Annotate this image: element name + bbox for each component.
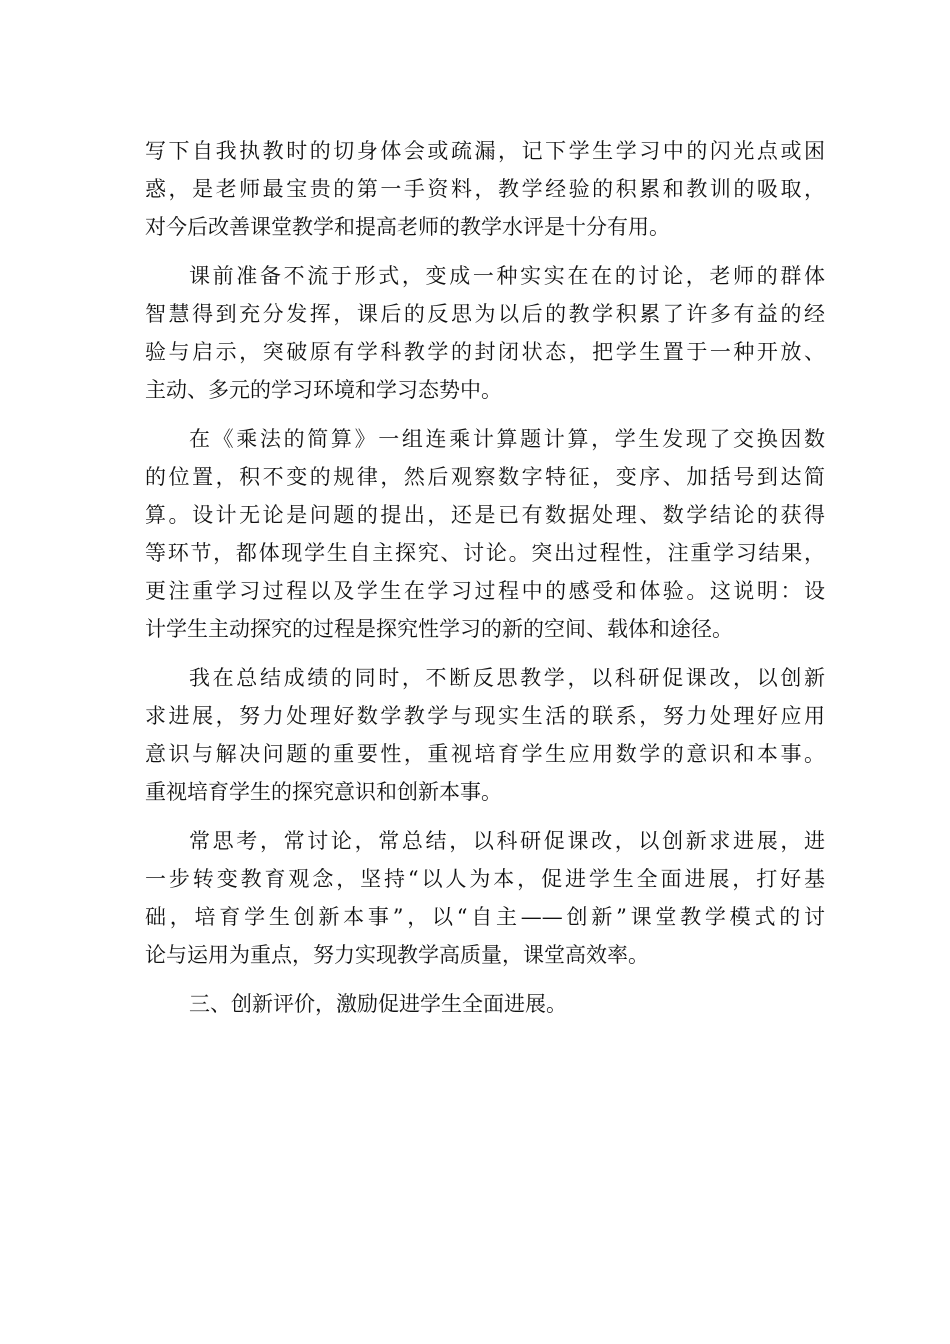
text-line: 智慧得到充分发挥，课后的反思为以后的教学积累了许多有益的经	[145, 302, 825, 326]
text-line: 更注重学习过程以及学生在学习过程中的感受和体验。这说明：设	[145, 579, 825, 603]
text-line: 在《乘法的简算》一组连乘计算题计算，学生发现了交换因数	[189, 427, 825, 451]
paragraph-2	[145, 257, 825, 409]
document-body	[145, 132, 825, 1023]
text-line: 重视培育学生的探究意识和创新本事。	[145, 780, 502, 804]
text-line: 我在总结成绩的同时，不断反思教学，以科研促课改，以创新	[189, 666, 825, 690]
text-line: 课前准备不流于形式，变成一种实实在在的讨论，老师的群体	[189, 264, 825, 288]
text-line: 惑，是老师最宝贵的第一手资料，教学经验的积累和教训的吸取，	[145, 177, 825, 201]
text-line: 主动、多元的学习环境和学习态势中。	[145, 378, 502, 402]
text-line: 常思考，常讨论，常总结，以科研促课改，以创新求进展，进	[189, 829, 825, 853]
text-line: 意识与解决问题的重要性，重视培育学生应用数学的意识和本事。	[145, 742, 825, 766]
text-line: 求进展，努力处理好数学教学与现实生活的联系，努力处理好应用	[145, 704, 825, 728]
text-line: 等环节，都体现学生自主探究、讨论。突出过程性，注重学习结果，	[145, 541, 825, 565]
paragraph-1	[145, 132, 825, 246]
text-line: 的位置，积不变的规律，然后观察数字特征，变序、加括号到达简	[145, 465, 825, 489]
text-line: 对今后改善课堂教学和提高老师的教学水评是十分有用。	[145, 215, 670, 239]
text-line: 础，培育学生创新本事”，以“自主——创新”课堂教学模式的讨	[145, 905, 825, 929]
text-line: 验与启示，突破原有学科教学的封闭状态，把学生置于一种开放、	[145, 340, 825, 364]
paragraph-5	[145, 822, 825, 974]
text-line: 论与运用为重点，努力实现教学高质量，课堂高效率。	[145, 943, 649, 967]
text-line: 一步转变教育观念，坚持“以人为本，促进学生全面进展，打好基	[145, 867, 825, 891]
paragraph-3	[145, 420, 825, 648]
text-line: 三、创新评价，激励促进学生全面进展。	[189, 992, 567, 1016]
text-line: 算。设计无论是问题的提出，还是已有数据处理、数学结论的获得	[145, 503, 825, 527]
section-heading	[145, 985, 825, 1023]
text-line: 计学生主动探究的过程是探究性学习的新的空间、载体和途径。	[145, 617, 733, 641]
paragraph-4	[145, 659, 825, 811]
text-line: 写下自我执教时的切身体会或疏漏，记下学生学习中的闪光点或困	[145, 139, 825, 163]
